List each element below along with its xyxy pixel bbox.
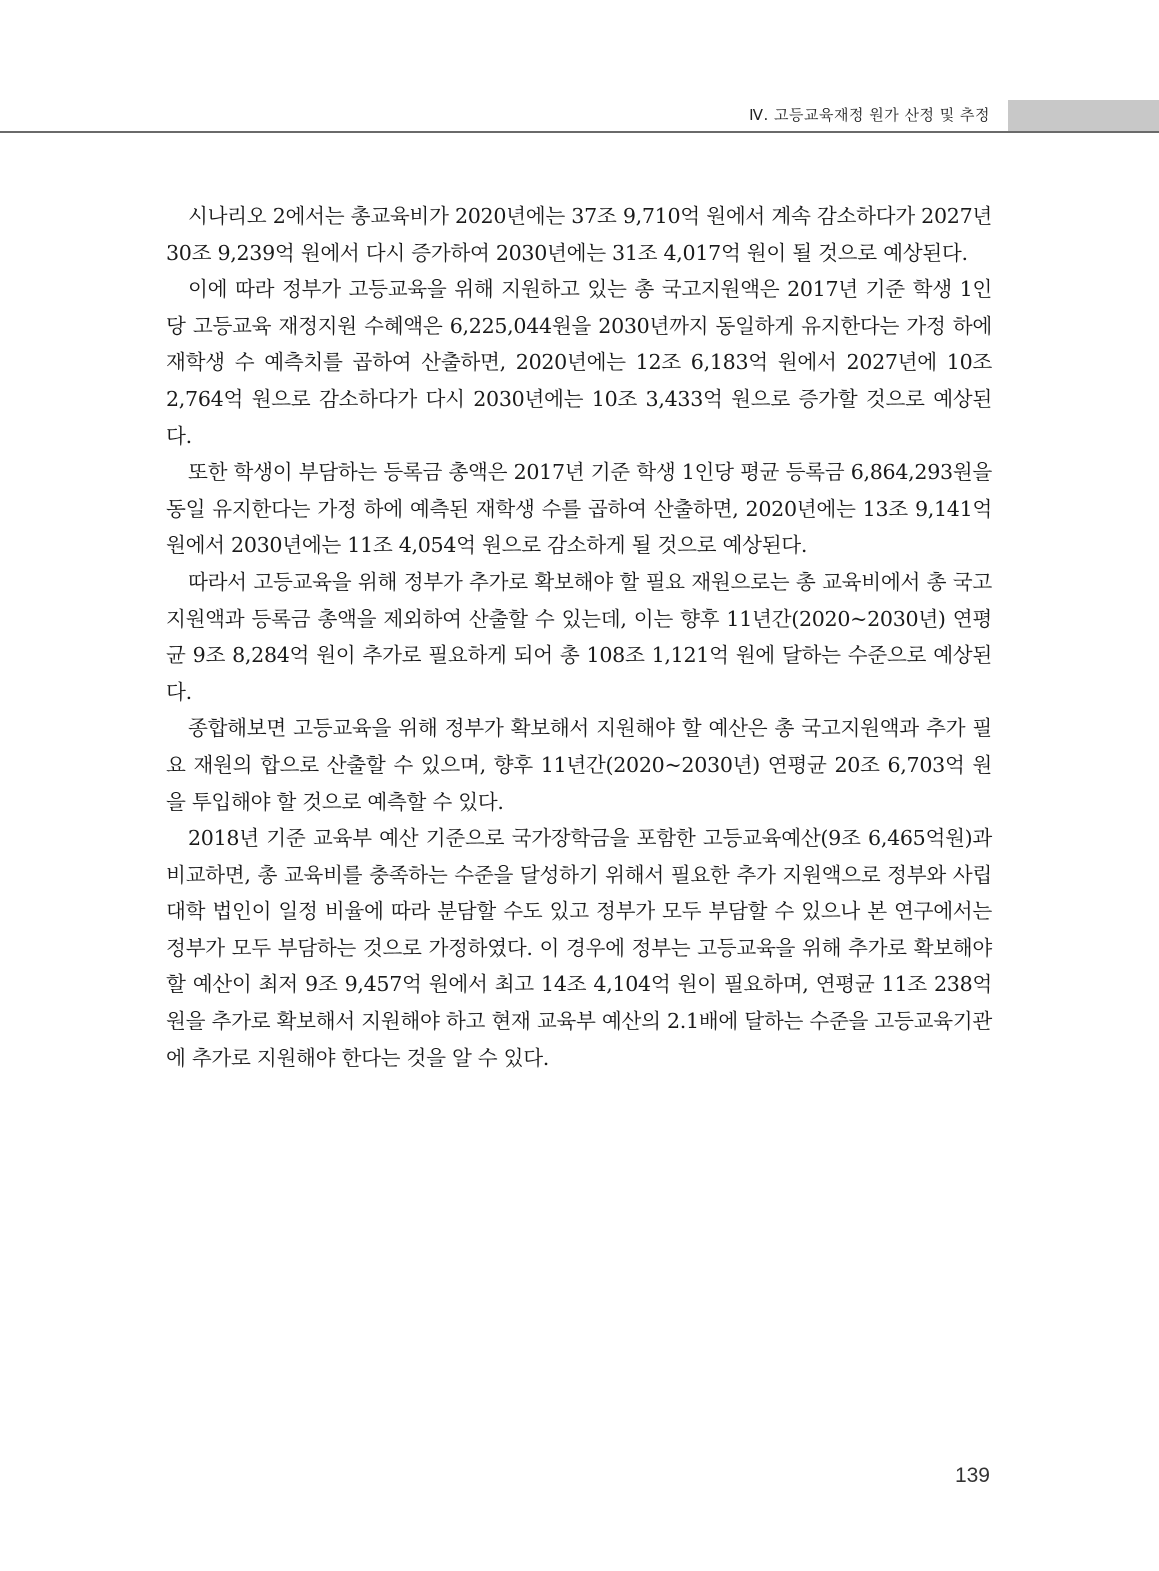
- paragraph-national-support: 이에 따라 정부가 고등교육을 위해 지원하고 있는 총 국고지원액은 2017년 기준 학생 1인당 고등교육 재정지원 수혜액은 6,225,044원을 2030년까지 동일하게 유지한다는 가정 하에 재학생 수 예측치를 곱하여 산출하면, 2020년에는 12조 6,183억 원에서 2027년에 10조 2,764억 원으로 감소하다가 다시 2030년에는 10조 3,433억 원으로 증가할 것으로 예상된다.: [166, 277, 992, 448]
- header-tab-bar: [1008, 100, 1159, 132]
- body-text: [166, 198, 992, 1076]
- paragraph-scenario-2: 시나리오 2에서는 총교육비가 2020년에는 37조 9,710억 원에서 계속 감소하다가 2027년 30조 9,239억 원에서 다시 증가하여 2030년에는 31조 4,017억 원이 될 것으로 예상된다.: [166, 204, 992, 265]
- paragraph-budget-comparison: 2018년 기준 교육부 예산 기준으로 국가장학금을 포함한 고등교육예산(9조 6,465억원)과 비교하면, 총 교육비를 충족하는 수준을 달성하기 위해서 필요한 추가 지원액으로 정부와 사립대학 법인이 일정 비율에 따라 분담할 수도 있고 정부가 모두 부담할 수 있으나 본 연구에서는 정부가 모두 부담하는 것으로 가정하였다. 이 경우에 정부는 고등교육을 위해 추가로 확보해야 할 예산이 최저 9조 9,457억 원에서 최고 14조 4,104억 원이 필요하며, 연평균 11조 238억 원을 추가로 확보해서 지원해야 하고 현재 교육부 예산의 2.1배에 달하는 수준을 고등교육기관에 추가로 지원해야 한다는 것을 알 수 있다.: [166, 826, 992, 1070]
- paragraph-summary: 종합해보면 고등교육을 위해 정부가 확보해서 지원해야 할 예산은 총 국고지원액과 추가 필요 재원의 합으로 산출할 수 있으며, 향후 11년간(2020~2030년) 연평균 20조 6,703억 원을 투입해야 할 것으로 예측할 수 있다.: [166, 716, 992, 814]
- paragraph-additional-funding: 따라서 고등교육을 위해 정부가 추가로 확보해야 할 필요 재원으로는 총 교육비에서 총 국고지원액과 등록금 총액을 제외하여 산출할 수 있는데, 이는 향후 11년간(2020~2030년) 연평균 9조 8,284억 원이 추가로 필요하게 되어 총 108조 1,121억 원에 달하는 수준으로 예상된다.: [166, 569, 992, 704]
- header-divider: [0, 131, 1159, 133]
- running-header-title: Ⅳ. 고등교육재정 원가 산정 및 추정: [749, 106, 990, 124]
- page-number: 139: [954, 1464, 990, 1487]
- paragraph-tuition-total: 또한 학생이 부담하는 등록금 총액은 2017년 기준 학생 1인당 평균 등록금 6,864,293원을 동일 유지한다는 가정 하에 예측된 재학생 수를 곱하여 산출하면, 2020년에는 13조 9,141억 원에서 2030년에는 11조 4,054억 원으로 감소하게 될 것으로 예상된다.: [166, 460, 992, 558]
